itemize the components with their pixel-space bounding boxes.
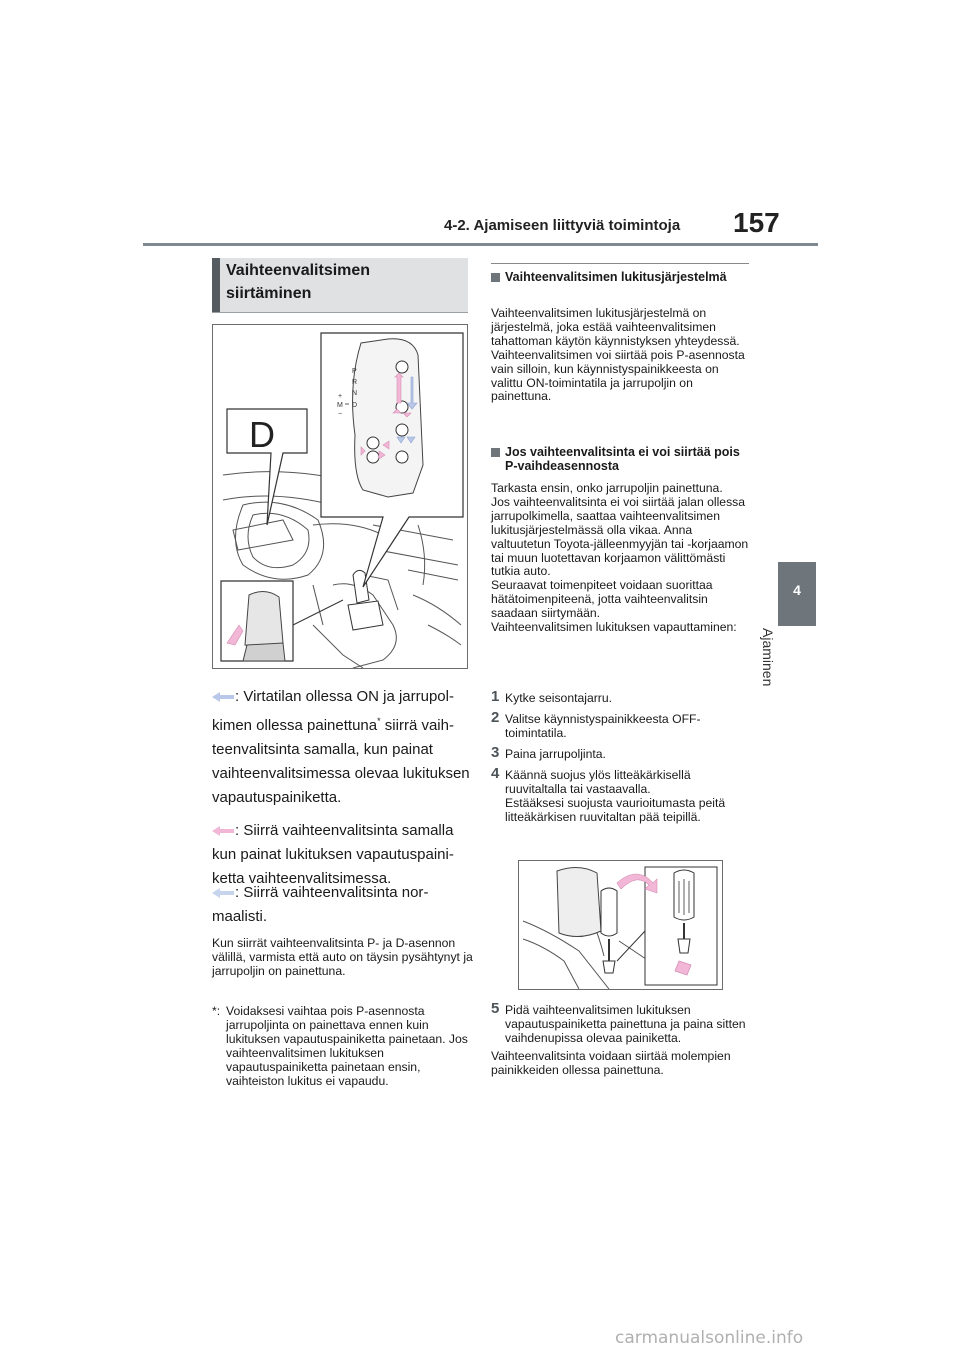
arrow-plain-description xyxy=(212,881,470,929)
step-item xyxy=(491,688,753,706)
chapter-label xyxy=(759,628,814,748)
arrow1-text: : Virtatilan ollessa ON ja jarrupolkimen ollessa painettuna xyxy=(212,688,454,734)
step-number: 2 xyxy=(491,709,500,726)
subheading-lock-system xyxy=(491,271,749,285)
step-number: 1 xyxy=(491,688,500,705)
step-number: 3 xyxy=(491,744,500,761)
screwdriver-drawing xyxy=(519,861,722,989)
shift-lever-drawing xyxy=(213,325,467,668)
chapter-tab[interactable] xyxy=(778,562,816,626)
gate-n: N xyxy=(352,390,358,397)
step-item xyxy=(491,1000,753,1046)
footnote-star: * xyxy=(377,716,381,726)
section-heading-bar xyxy=(212,258,220,312)
gate-position-d xyxy=(396,424,408,436)
step-number: 4 xyxy=(491,765,500,782)
gate-position-m xyxy=(367,437,379,449)
watermark: carmanualsonline.info xyxy=(615,1328,804,1348)
header-rule xyxy=(143,243,818,246)
gate-minus: − xyxy=(338,411,343,418)
gate-r: R xyxy=(352,379,358,386)
arrow3-text: : Siirrä vaihteenvalitsinta normaalisti. xyxy=(212,884,429,925)
cover-removal-illustration xyxy=(518,860,723,990)
step-text: Käännä suojus ylös litteäkärkisellä ruuvitaltalla tai vastaavalla. Estääksesi suojusta vaurioitumasta peitä litteäkärkisen ruuvitaltan pää teipillä. xyxy=(505,768,726,824)
section-heading-line2: siirtäminen xyxy=(226,285,312,302)
subheading-cannot-shift xyxy=(491,446,749,474)
footnote xyxy=(212,1005,474,1088)
shift-lever-illustration xyxy=(212,324,468,669)
section-heading xyxy=(212,258,468,313)
step-item xyxy=(491,709,753,741)
gate-plus: + xyxy=(338,393,343,400)
step-text: Valitse käynnistyspainikkeesta OFF-toimintatila. xyxy=(505,712,701,740)
step-text: Pidä vaihteenvalitsimen lukituksen vapautuspainiketta painettuna ja paina sitten vaihdenupissa olevaa painiketta. xyxy=(505,1003,746,1045)
subheading-cannot-shift-text: Jos vaihteenvalitsinta ei voi siirtää pois P-vaihdeasennosta xyxy=(505,445,740,473)
subheading-lock-text: Vaihteenvalitsimen lukitusjärjestelmä xyxy=(505,270,727,284)
right-column-rule xyxy=(491,263,749,264)
square-bullet-icon xyxy=(491,448,500,457)
square-bullet-icon xyxy=(491,273,500,282)
page-number: 157 xyxy=(733,207,780,238)
gate-position-d2 xyxy=(396,451,408,463)
light-blue-arrow-icon xyxy=(212,888,234,898)
gate-m: M xyxy=(337,402,343,409)
gate-position-p xyxy=(396,361,408,373)
gate-position-minus xyxy=(367,451,379,463)
step-item xyxy=(491,765,753,825)
arrow-blue-description xyxy=(212,685,470,810)
chapter-label-text: Ajaminen xyxy=(759,628,776,687)
arrow2-text: : Siirrä vaihteenvalitsinta samalla kun painat lukituksen vapautuspainiketta vaihteenvalitsimessa. xyxy=(212,822,454,887)
final-note: Vaihteenvalitsinta voidaan siirtää molempien painikkeiden ollessa painettuna. xyxy=(491,1049,731,1077)
stop-note: Kun siirrät vaihteenvalitsinta P- ja D-asennon välillä, varmista että auto on täysin pysähtynyt ja jarrupoljin on painettuna. xyxy=(212,936,473,978)
gear-d-label: D xyxy=(249,414,275,455)
step-item xyxy=(491,744,753,762)
step-text: Paina jarrupoljinta. xyxy=(505,747,606,761)
cannot-shift-text: Tarkasta ensin, onko jarrupoljin painettuna. Jos vaihteenvalitsinta ei voi siirtää jalan ollessa jarrupolkimella, saattaa vaihteenvalitsimen lukitusjärjestelmässä olla vikaa. Anna valtuutetun Toyota-jälleenmyyjän tai -korjaamon tai muun luotettavan korjaamon välittömästi tutkia auto. Seuraavat toimenpiteet voidaan suorittaa hätätoimenpiteenä, jotta vaihteenvalitsin saadaan siirtymään. Vaihteenvalitsimen lukituksen vapauttaminen: xyxy=(491,481,749,635)
chapter-number: 4 xyxy=(793,582,801,598)
footnote-mark: *: xyxy=(212,1004,221,1018)
step-number: 5 xyxy=(491,1000,500,1017)
gate-p: P xyxy=(352,368,357,375)
step-text: Kytke seisontajarru. xyxy=(505,691,613,705)
lock-system-text: Vaihteenvalitsimen lukitusjärjestelmä on järjestelmä, joka estää vaihteenvalitsimen tahattoman käytön käynnistyksen yhteydessä. Vaihteenvalitsimen voi siirtää pois P-asennosta vain silloin, kun käynnistyspainikkeesta on valittu ON-toimintatila ja jarrupoljin on painettuna. xyxy=(491,306,745,404)
header-title: 4-2. Ajamiseen liittyviä toimintoja xyxy=(444,217,681,234)
arrow1-text-after: siirrä vaihteenvalitsinta samalla, kun painat vaihteenvalitsimessa olevaa lukituksen vapautuspainiketta. xyxy=(212,717,470,806)
gate-d: D xyxy=(352,402,358,409)
pink-arrow-icon xyxy=(212,826,234,836)
blue-arrow-icon xyxy=(212,692,234,702)
footnote-text: Voidaksesi vaihtaa pois P-asennosta jarrupoljinta on painettava ennen kuin lukituksen vapautuspainiketta painetaan. Jos vaihteenvalitsimen lukituksen vapautuspainiketta painetaan ensin, vaihteiston lukitus ei vapaudu. xyxy=(226,1004,468,1088)
section-heading-line1: Vaihteenvalitsimen xyxy=(226,262,371,279)
